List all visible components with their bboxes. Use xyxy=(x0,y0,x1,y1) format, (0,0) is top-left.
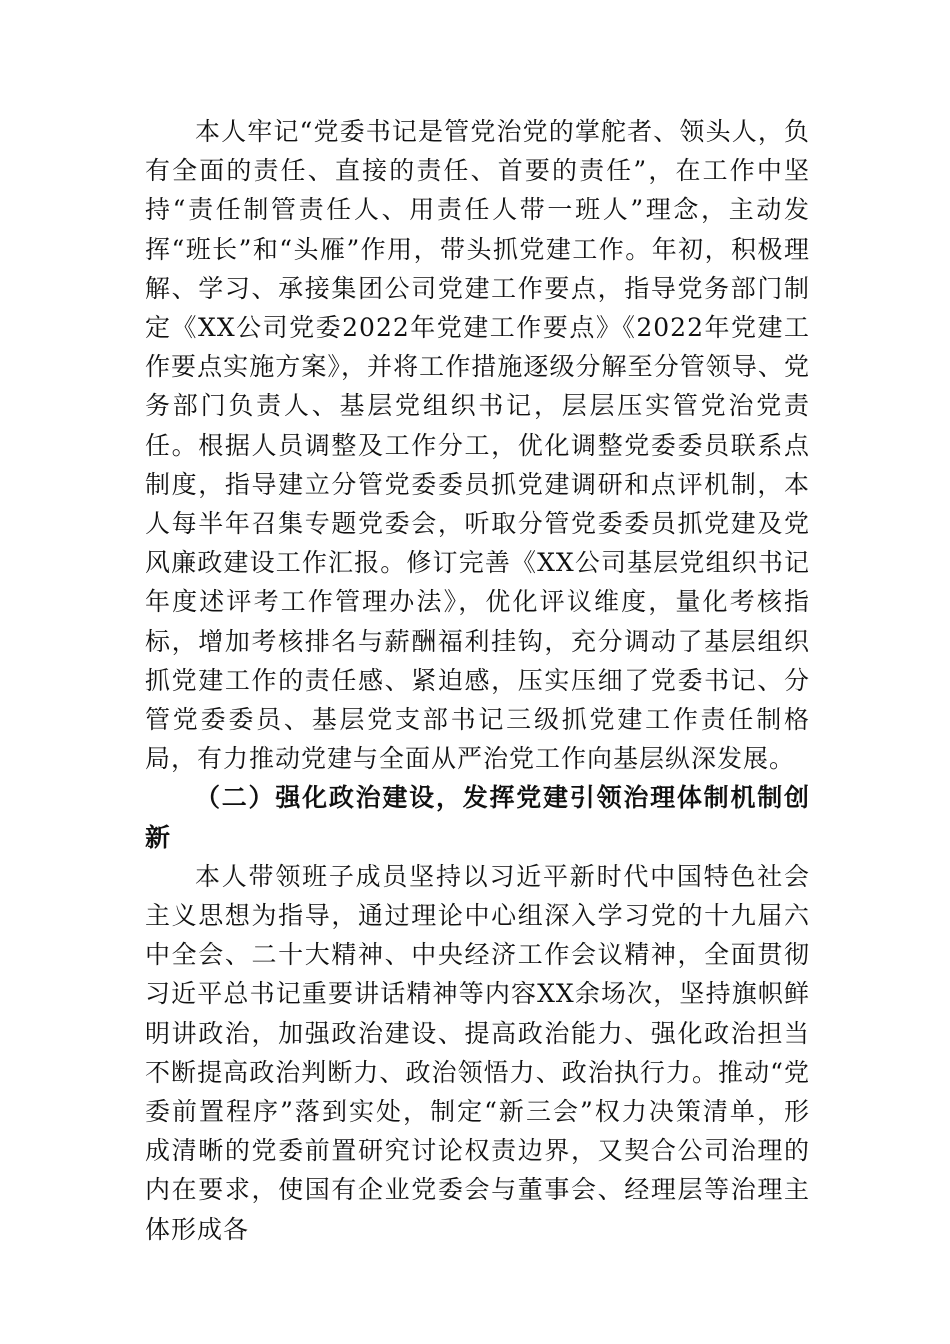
paragraph-political-building: 本人带领班子成员坚持以习近平新时代中国特色社会主义思想为指导，通过理论中心组深入学习党的十九届六中全会、二十大精神、中央经济工作会议精神，全面贯彻习近平总书记重要讲话精神等内容XX余场次，坚持旗帜鲜明讲政治，加强政治建设、提高政治能力、强化政治担当不断提高政治判断力、政治领悟力、政治执行力。推动“党委前置程序”落到实处，制定“新三会”权力决策清单，形成清晰的党委前置研究讨论权责边界，又契合公司治理的内在要求，使国有企业党委会与董事会、经理层等治理主体形成各 xyxy=(145,861,810,1244)
paragraph-party-responsibility: 本人牢记“党委书记是管党治党的掌舵者、领头人，负有全面的责任、直接的责任、首要的责任”，在工作中坚持“责任制管责任人、用责任人带一班人”理念，主动发挥“班长”和“头雁”作用，带头抓党建工作。年初，积极理解、学习、承接集团公司党建工作要点，指导党务部门制定《XX公司党委2022年党建工作要点》《2022年党建工作要点实施方案》，并将工作措施逐级分解至分管领导、党务部门负责人、基层党组织书记，层层压实管党治党责任。根据人员调整及工作分工，优化调整党委委员联系点制度，指导建立分管党委委员抓党建调研和点评机制，本人每半年召集专题党委会，听取分管党委委员抓党建及党风廉政建设工作汇报。修订完善《XX公司基层党组织书记年度述评考工作管理办法》，优化评议维度，量化考核指标，增加考核排名与薪酬福利挂钩，充分调动了基层组织抓党建工作的责任感、紧迫感，压实压细了党委书记、分管党委委员、基层党支部书记三级抓党建工作责任制格局，有力推动党建与全面从严治党工作向基层纵深发展。 xyxy=(145,117,810,774)
section-heading-political-building: （二）强化政治建设，发挥党建引领治理体制机制创新 xyxy=(145,783,810,852)
document-body xyxy=(145,112,810,1249)
